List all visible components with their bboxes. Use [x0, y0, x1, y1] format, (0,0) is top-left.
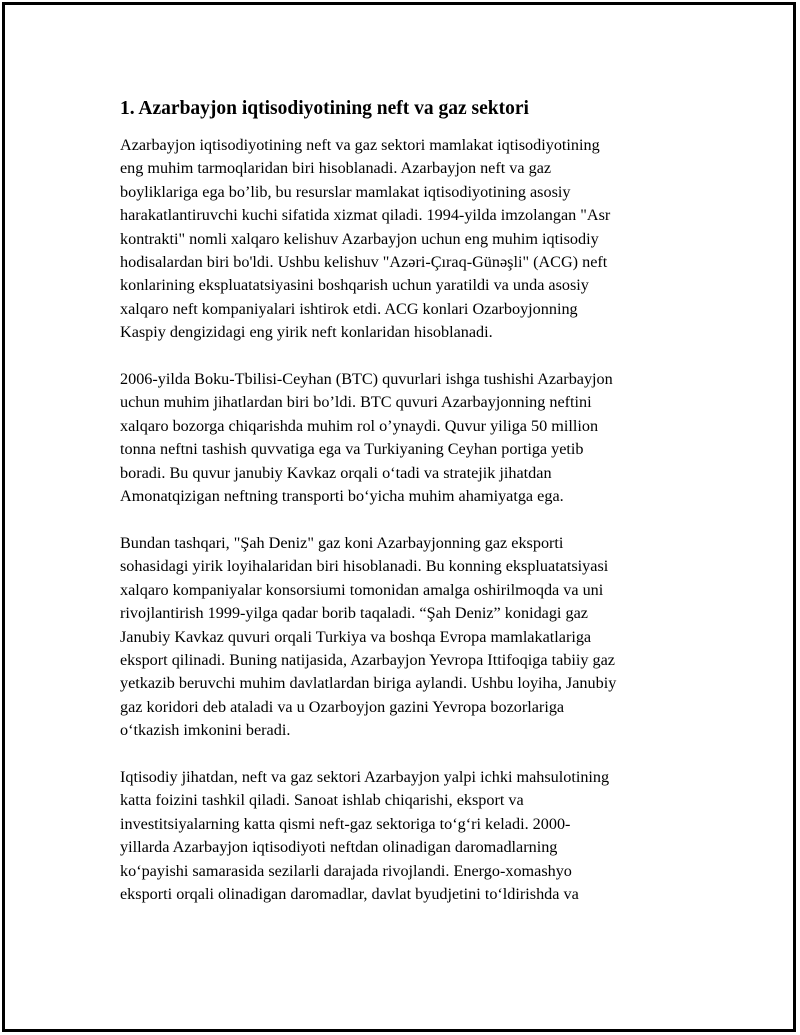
- paragraph-1: [120, 134, 700, 345]
- text-line: Bundan tashqari, "Şah Deniz" gaz koni Azarbayjonning gaz eksporti: [120, 533, 564, 552]
- text-line: Kaspiy dengizidagi eng yirik neft konlaridan hisoblanadi.: [120, 323, 493, 342]
- text-line: investitsiyalarning katta qismi neft-gaz sektoriga to‘g‘ri keladi. 2000-: [120, 814, 571, 833]
- text-line: eksport qilinadi. Buning natijasida, Azarbayjon Yevropa Ittifoqiga tabiiy gaz: [120, 650, 615, 669]
- text-line: harakatlantiruvchi kuchi sifatida xizmat qiladi. 1994-yilda imzolangan "Asr: [120, 206, 611, 225]
- text-line: eng muhim tarmoqlaridan biri hisoblanadi. Azarbayjon neft va gaz: [120, 159, 552, 178]
- text-line: boradi. Bu quvur janubiy Kavkaz orqali o‘tadi va stratejik jihatdan: [120, 463, 552, 482]
- paragraph-2: [120, 368, 700, 508]
- text-line: yillarda Azarbayjon iqtisodiyoti neftdan olinadigan daromadlarning: [120, 838, 558, 857]
- text-line: gaz koridori deb ataladi va u Ozarboyjon gazini Yevropa bozorlariga: [120, 697, 565, 716]
- text-line: xalqaro neft kompaniyalari ishtirok etdi. ACG konlari Ozarboyjonning: [120, 299, 578, 318]
- text-line: boyliklariga ega bo’lib, bu resurslar mamlakat iqtisodiyotining asosiy: [120, 182, 571, 201]
- text-line: xalqaro kompaniyalar konsorsiumi tomonidan amalga oshirilmoqda va uni: [120, 580, 604, 599]
- page-frame: [2, 2, 796, 1032]
- text-line: tonna neftni tashish quvvatiga ega va Turkiyaning Ceyhan portiga yetib: [120, 440, 584, 459]
- text-line: Janubiy Kavkaz quvuri orqali Turkiya va boshqa Evropa mamlakatlariga: [120, 627, 592, 646]
- text-line: yetkazib beruvchi muhim davlatlardan biriga aylandi. Ushbu loyiha, Janubiy: [120, 674, 617, 693]
- section-heading: 1. Azarbayjon iqtisodiyotining neft va gaz sektori: [120, 98, 529, 119]
- text-line: xalqaro bozorga chiqarishda muhim rol o’ynaydi. Quvur yiliga 50 million: [120, 416, 599, 435]
- text-line: uchun muhim jihatlardan biri bo’ldi. BTC quvuri Azarbayjonning neftini: [120, 393, 592, 412]
- text-line: eksporti orqali olinadigan daromadlar, davlat byudjetini to‘ldirishda va: [120, 884, 579, 903]
- text-line: 2006-yilda Boku-Tbilisi-Ceyhan (BTC) quvurlari ishga tushishi Azarbayjon: [120, 370, 613, 389]
- paragraph-4: [120, 766, 700, 906]
- text-line: katta foizini tashkil qiladi. Sanoat ishlab chiqarishi, eksport va: [120, 791, 524, 810]
- document-body: [120, 97, 700, 930]
- text-line: Iqtisodiy jihatdan, neft va gaz sektori Azarbayjon yalpi ichki mahsulotining: [120, 767, 610, 786]
- text-line: ko‘payishi samarasida sezilarli darajada rivojlandi. Energo-xomashyo: [120, 861, 572, 880]
- paragraph-3: [120, 532, 700, 743]
- text-line: rivojlantirish 1999-yilga qadar borib taqaladi. “Şah Deniz” konidagi gaz: [120, 604, 588, 623]
- text-line: Azarbayjon iqtisodiyotining neft va gaz sektori mamlakat iqtisodiyotining: [120, 136, 600, 154]
- text-line: Amonatqizigan neftning transporti bo‘yicha muhim ahamiyatga ega.: [120, 487, 564, 506]
- text-line: kontrakti" nomli xalqaro kelishuv Azarbayjon uchun eng muhim iqtisodiy: [120, 229, 599, 248]
- text-line: sohasidagi yirik loyihalaridan biri hisoblanadi. Bu konning ekspluatatsiyasi: [120, 557, 609, 576]
- text-line: konlarining ekspluatatsiyasini boshqarish uchun yaratildi va unda asosiy: [120, 276, 589, 295]
- text-line: o‘tkazish imkonini beradi.: [120, 721, 291, 740]
- text-line: hodisalardan biri bo'ldi. Ushbu kelishuv "Azəri-Çıraq-Günəşli" (ACG) neft: [120, 253, 608, 272]
